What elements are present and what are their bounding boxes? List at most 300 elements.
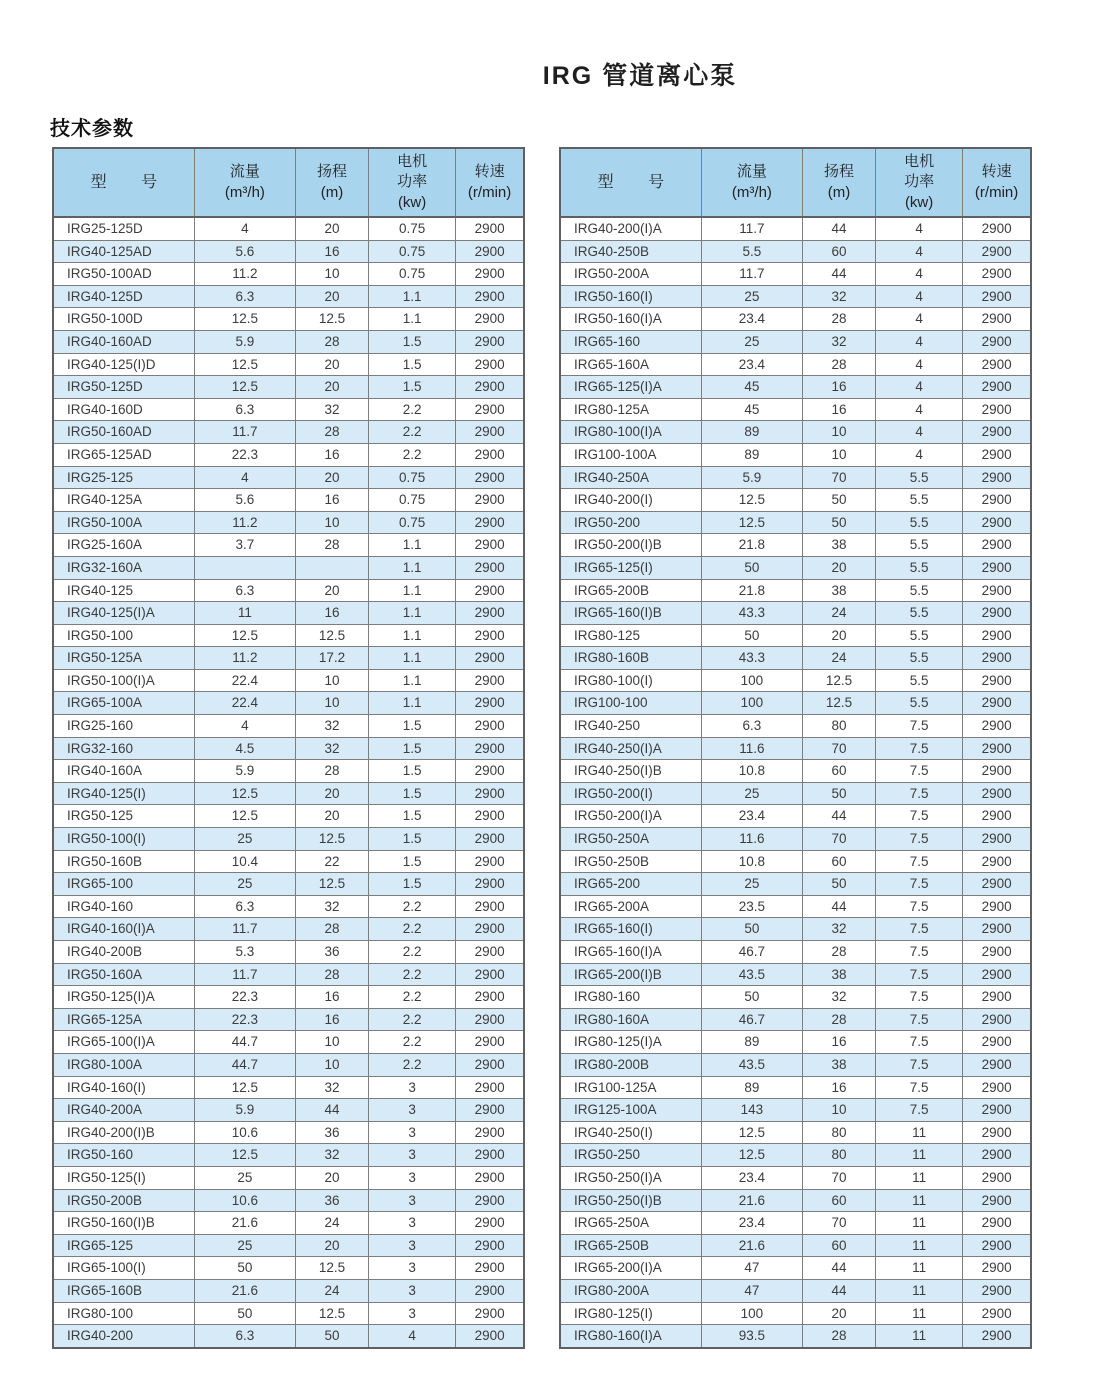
table-row bbox=[53, 579, 524, 602]
value-cell: 2900 bbox=[456, 1008, 524, 1031]
model-cell: IRG25-160A bbox=[53, 534, 194, 557]
value-cell: 2900 bbox=[963, 1234, 1031, 1257]
value-cell: 2900 bbox=[963, 285, 1031, 308]
value-cell: 11 bbox=[876, 1279, 963, 1302]
value-cell: 16 bbox=[803, 1076, 876, 1099]
value-cell: 2.2 bbox=[369, 986, 456, 1009]
value-cell: 70 bbox=[803, 1166, 876, 1189]
value-cell: 25 bbox=[194, 873, 295, 896]
model-cell: IRG40-125 bbox=[53, 579, 194, 602]
value-cell: 10.6 bbox=[194, 1121, 295, 1144]
value-cell: 7.5 bbox=[876, 1008, 963, 1031]
table-row bbox=[560, 466, 1031, 489]
model-cell: IRG65-160 bbox=[560, 330, 701, 353]
value-cell: 2900 bbox=[963, 602, 1031, 625]
value-cell: 80 bbox=[803, 715, 876, 738]
value-cell: 2900 bbox=[456, 782, 524, 805]
value-cell: 0.75 bbox=[369, 466, 456, 489]
value-cell: 50 bbox=[803, 489, 876, 512]
value-cell: 2900 bbox=[456, 1031, 524, 1054]
value-cell: 23.5 bbox=[701, 895, 802, 918]
value-cell: 3 bbox=[369, 1279, 456, 1302]
value-cell: 2900 bbox=[456, 602, 524, 625]
model-cell: IRG50-160 bbox=[53, 1144, 194, 1167]
table-row bbox=[560, 263, 1031, 286]
value-cell: 1.1 bbox=[369, 602, 456, 625]
value-cell: 2900 bbox=[456, 805, 524, 828]
model-cell: IRG80-200B bbox=[560, 1053, 701, 1076]
value-cell: 2900 bbox=[963, 624, 1031, 647]
table-row bbox=[53, 353, 524, 376]
value-cell: 2900 bbox=[456, 828, 524, 851]
table-row bbox=[560, 1121, 1031, 1144]
model-cell: IRG50-125(I) bbox=[53, 1166, 194, 1189]
value-cell: 1.1 bbox=[369, 624, 456, 647]
value-cell: 2900 bbox=[456, 850, 524, 873]
value-cell: 100 bbox=[701, 1302, 802, 1325]
value-cell: 12.5 bbox=[701, 1144, 802, 1167]
value-cell: 11 bbox=[876, 1166, 963, 1189]
value-cell: 50 bbox=[701, 986, 802, 1009]
table-row bbox=[560, 715, 1031, 738]
value-cell: 11.7 bbox=[194, 918, 295, 941]
model-cell: IRG32-160A bbox=[53, 556, 194, 579]
value-cell: 10.6 bbox=[194, 1189, 295, 1212]
value-cell: 2900 bbox=[963, 850, 1031, 873]
table-row bbox=[53, 941, 524, 964]
value-cell: 11 bbox=[876, 1234, 963, 1257]
model-cell: IRG50-160A bbox=[53, 963, 194, 986]
value-cell: 45 bbox=[701, 398, 802, 421]
value-cell: 3 bbox=[369, 1212, 456, 1235]
value-cell: 2900 bbox=[963, 1257, 1031, 1280]
column-header-power bbox=[876, 148, 963, 217]
value-cell: 12.5 bbox=[803, 669, 876, 692]
value-cell: 2900 bbox=[963, 941, 1031, 964]
table-row bbox=[560, 489, 1031, 512]
value-cell: 93.5 bbox=[701, 1325, 802, 1348]
value-cell: 2.2 bbox=[369, 895, 456, 918]
table-row bbox=[560, 534, 1031, 557]
value-cell: 2900 bbox=[963, 376, 1031, 399]
value-cell: 32 bbox=[296, 715, 369, 738]
value-cell: 2900 bbox=[456, 647, 524, 670]
value-cell: 28 bbox=[296, 534, 369, 557]
model-cell: IRG50-250(I)A bbox=[560, 1166, 701, 1189]
table-row bbox=[53, 534, 524, 557]
value-cell: 4 bbox=[194, 715, 295, 738]
value-cell: 2900 bbox=[456, 398, 524, 421]
model-cell: IRG80-125(I)A bbox=[560, 1031, 701, 1054]
value-cell: 25 bbox=[701, 330, 802, 353]
value-cell: 12.5 bbox=[194, 782, 295, 805]
value-cell: 5.6 bbox=[194, 240, 295, 263]
value-cell: 23.4 bbox=[701, 308, 802, 331]
value-cell: 3 bbox=[369, 1166, 456, 1189]
model-cell: IRG25-125D bbox=[53, 217, 194, 240]
value-cell: 4 bbox=[876, 240, 963, 263]
value-cell: 70 bbox=[803, 1212, 876, 1235]
value-cell: 6.3 bbox=[194, 285, 295, 308]
value-cell: 60 bbox=[803, 760, 876, 783]
value-cell: 22 bbox=[296, 850, 369, 873]
value-cell: 3 bbox=[369, 1076, 456, 1099]
model-cell: IRG65-160A bbox=[560, 353, 701, 376]
value-cell: 2900 bbox=[963, 263, 1031, 286]
value-cell: 1.1 bbox=[369, 647, 456, 670]
value-cell: 4 bbox=[876, 353, 963, 376]
value-cell: 2900 bbox=[456, 466, 524, 489]
value-cell: 1.1 bbox=[369, 669, 456, 692]
value-cell: 7.5 bbox=[876, 1099, 963, 1122]
value-cell: 20 bbox=[296, 782, 369, 805]
value-cell: 2900 bbox=[456, 873, 524, 896]
model-cell: IRG40-200(I) bbox=[560, 489, 701, 512]
value-cell: 5.5 bbox=[876, 556, 963, 579]
model-cell: IRG50-200(I)B bbox=[560, 534, 701, 557]
value-cell: 2900 bbox=[456, 1053, 524, 1076]
value-cell: 2900 bbox=[456, 1076, 524, 1099]
table-row bbox=[53, 647, 524, 670]
model-cell: IRG65-125(I)A bbox=[560, 376, 701, 399]
table-body bbox=[560, 217, 1031, 1348]
value-cell: 50 bbox=[803, 511, 876, 534]
table-row bbox=[53, 1076, 524, 1099]
model-cell: IRG50-250A bbox=[560, 828, 701, 851]
value-cell: 4 bbox=[876, 376, 963, 399]
value-cell: 2900 bbox=[456, 217, 524, 240]
table-row bbox=[560, 918, 1031, 941]
model-cell: IRG50-125D bbox=[53, 376, 194, 399]
header-label-line: 转速 bbox=[981, 163, 1012, 181]
value-cell: 5.9 bbox=[194, 330, 295, 353]
value-cell: 2900 bbox=[456, 669, 524, 692]
value-cell: 2900 bbox=[963, 1008, 1031, 1031]
value-cell: 89 bbox=[701, 1076, 802, 1099]
table-row bbox=[53, 217, 524, 240]
model-cell: IRG40-250(I)B bbox=[560, 760, 701, 783]
model-cell: IRG50-160(I) bbox=[560, 285, 701, 308]
value-cell: 2900 bbox=[456, 421, 524, 444]
value-cell: 38 bbox=[803, 1053, 876, 1076]
model-cell: IRG50-100(I)A bbox=[53, 669, 194, 692]
value-cell: 7.5 bbox=[876, 986, 963, 1009]
value-cell: 12.5 bbox=[701, 489, 802, 512]
model-cell: IRG25-160 bbox=[53, 715, 194, 738]
value-cell: 5.5 bbox=[701, 240, 802, 263]
table-row bbox=[53, 963, 524, 986]
column-header-head bbox=[803, 148, 876, 217]
value-cell: 60 bbox=[803, 1189, 876, 1212]
value-cell: 2900 bbox=[456, 624, 524, 647]
value-cell: 2900 bbox=[456, 1257, 524, 1280]
value-cell: 21.6 bbox=[194, 1212, 295, 1235]
value-cell: 22.3 bbox=[194, 1008, 295, 1031]
value-cell: 43.5 bbox=[701, 1053, 802, 1076]
table-row bbox=[53, 1234, 524, 1257]
value-cell: 2900 bbox=[963, 330, 1031, 353]
model-cell: IRG40-250 bbox=[560, 715, 701, 738]
model-cell: IRG65-200(I)B bbox=[560, 963, 701, 986]
value-cell: 7.5 bbox=[876, 963, 963, 986]
model-cell: IRG65-125AD bbox=[53, 443, 194, 466]
table-row bbox=[53, 240, 524, 263]
section-heading: 技术参数 bbox=[50, 118, 134, 140]
table-row bbox=[53, 1325, 524, 1348]
value-cell: 2900 bbox=[963, 443, 1031, 466]
table-row bbox=[53, 805, 524, 828]
table-row bbox=[560, 1008, 1031, 1031]
value-cell: 12.5 bbox=[701, 1121, 802, 1144]
value-cell: 32 bbox=[803, 986, 876, 1009]
model-cell: IRG40-160A bbox=[53, 760, 194, 783]
value-cell: 2900 bbox=[963, 398, 1031, 421]
table-row bbox=[560, 421, 1031, 444]
table-row bbox=[53, 511, 524, 534]
value-cell: 16 bbox=[803, 376, 876, 399]
model-cell: IRG125-100A bbox=[560, 1099, 701, 1122]
value-cell: 5.5 bbox=[876, 534, 963, 557]
table-row bbox=[560, 330, 1031, 353]
value-cell: 36 bbox=[296, 941, 369, 964]
value-cell: 2900 bbox=[963, 1144, 1031, 1167]
value-cell: 60 bbox=[803, 1234, 876, 1257]
model-cell: IRG40-125A bbox=[53, 489, 194, 512]
value-cell: 2900 bbox=[963, 647, 1031, 670]
table-row bbox=[560, 1234, 1031, 1257]
value-cell: 7.5 bbox=[876, 873, 963, 896]
value-cell: 4 bbox=[194, 217, 295, 240]
model-cell: IRG50-200(I)A bbox=[560, 805, 701, 828]
table-row bbox=[53, 895, 524, 918]
value-cell: 1.1 bbox=[369, 556, 456, 579]
value-cell: 16 bbox=[296, 443, 369, 466]
table-row bbox=[560, 873, 1031, 896]
table-row bbox=[560, 1144, 1031, 1167]
table-row bbox=[560, 1257, 1031, 1280]
model-cell: IRG40-160AD bbox=[53, 330, 194, 353]
model-cell: IRG40-250(I)A bbox=[560, 737, 701, 760]
model-cell: IRG40-200B bbox=[53, 941, 194, 964]
value-cell: 2900 bbox=[456, 511, 524, 534]
table-row bbox=[560, 1031, 1031, 1054]
table-row bbox=[53, 692, 524, 715]
model-cell: IRG40-160 bbox=[53, 895, 194, 918]
value-cell: 24 bbox=[803, 647, 876, 670]
value-cell bbox=[296, 556, 369, 579]
value-cell: 5.3 bbox=[194, 941, 295, 964]
value-cell: 2900 bbox=[456, 737, 524, 760]
model-cell: IRG80-100A bbox=[53, 1053, 194, 1076]
value-cell: 12.5 bbox=[194, 805, 295, 828]
table-row bbox=[53, 1212, 524, 1235]
table-row bbox=[53, 828, 524, 851]
value-cell: 7.5 bbox=[876, 737, 963, 760]
value-cell: 2900 bbox=[963, 986, 1031, 1009]
value-cell: 2900 bbox=[963, 1189, 1031, 1212]
value-cell: 4.5 bbox=[194, 737, 295, 760]
value-cell: 20 bbox=[803, 556, 876, 579]
table-row bbox=[560, 760, 1031, 783]
value-cell: 16 bbox=[296, 602, 369, 625]
value-cell: 10.4 bbox=[194, 850, 295, 873]
value-cell: 10 bbox=[296, 263, 369, 286]
header-label-line: 流量 bbox=[736, 163, 767, 181]
model-cell: IRG40-125(I)A bbox=[53, 602, 194, 625]
value-cell: 20 bbox=[296, 217, 369, 240]
value-cell: 12.5 bbox=[296, 1302, 369, 1325]
table-row bbox=[53, 285, 524, 308]
value-cell: 32 bbox=[296, 895, 369, 918]
model-cell: IRG65-160(I)A bbox=[560, 941, 701, 964]
value-cell: 2.2 bbox=[369, 1053, 456, 1076]
model-cell: IRG50-160B bbox=[53, 850, 194, 873]
table-row bbox=[53, 782, 524, 805]
value-cell: 2.2 bbox=[369, 1031, 456, 1054]
value-cell: 43.3 bbox=[701, 602, 802, 625]
value-cell: 2900 bbox=[963, 669, 1031, 692]
value-cell: 2900 bbox=[963, 918, 1031, 941]
value-cell: 44 bbox=[803, 805, 876, 828]
value-cell: 16 bbox=[296, 489, 369, 512]
value-cell: 28 bbox=[296, 963, 369, 986]
value-cell: 2900 bbox=[963, 692, 1031, 715]
value-cell: 44 bbox=[803, 895, 876, 918]
model-cell: IRG40-200(I)A bbox=[560, 217, 701, 240]
model-cell: IRG65-100 bbox=[53, 873, 194, 896]
table-row bbox=[53, 1302, 524, 1325]
value-cell: 5.6 bbox=[194, 489, 295, 512]
model-cell: IRG50-160AD bbox=[53, 421, 194, 444]
value-cell: 3 bbox=[369, 1234, 456, 1257]
table-row bbox=[53, 602, 524, 625]
value-cell: 32 bbox=[296, 1076, 369, 1099]
value-cell: 2900 bbox=[963, 1031, 1031, 1054]
value-cell: 20 bbox=[296, 805, 369, 828]
value-cell: 5.5 bbox=[876, 511, 963, 534]
model-cell: IRG65-100A bbox=[53, 692, 194, 715]
value-cell: 22.3 bbox=[194, 986, 295, 1009]
value-cell: 20 bbox=[296, 353, 369, 376]
value-cell: 50 bbox=[701, 624, 802, 647]
value-cell: 10 bbox=[803, 421, 876, 444]
model-cell: IRG50-125 bbox=[53, 805, 194, 828]
value-cell: 12.5 bbox=[194, 353, 295, 376]
value-cell: 25 bbox=[701, 782, 802, 805]
value-cell: 11 bbox=[876, 1189, 963, 1212]
table-row bbox=[53, 624, 524, 647]
value-cell: 7.5 bbox=[876, 782, 963, 805]
value-cell: 89 bbox=[701, 443, 802, 466]
header-label-line: (m³/h) bbox=[731, 183, 772, 201]
value-cell: 12.5 bbox=[701, 511, 802, 534]
value-cell: 100 bbox=[701, 669, 802, 692]
model-cell: IRG50-250B bbox=[560, 850, 701, 873]
value-cell: 28 bbox=[803, 1325, 876, 1348]
value-cell: 50 bbox=[803, 873, 876, 896]
model-cell: IRG100-125A bbox=[560, 1076, 701, 1099]
value-cell: 50 bbox=[701, 918, 802, 941]
column-header-head bbox=[296, 148, 369, 217]
value-cell: 21.8 bbox=[701, 534, 802, 557]
table-row bbox=[560, 443, 1031, 466]
model-cell: IRG50-125A bbox=[53, 647, 194, 670]
value-cell: 25 bbox=[701, 285, 802, 308]
value-cell: 44.7 bbox=[194, 1031, 295, 1054]
value-cell: 1.5 bbox=[369, 873, 456, 896]
value-cell: 10 bbox=[296, 511, 369, 534]
value-cell: 2900 bbox=[456, 353, 524, 376]
model-cell: IRG80-160A bbox=[560, 1008, 701, 1031]
value-cell: 2.2 bbox=[369, 918, 456, 941]
value-cell: 24 bbox=[803, 602, 876, 625]
value-cell: 44.7 bbox=[194, 1053, 295, 1076]
table-row bbox=[53, 263, 524, 286]
value-cell: 16 bbox=[803, 1031, 876, 1054]
value-cell: 2900 bbox=[963, 217, 1031, 240]
table-row bbox=[53, 466, 524, 489]
value-cell: 23.4 bbox=[701, 353, 802, 376]
value-cell: 32 bbox=[296, 1144, 369, 1167]
table-row bbox=[53, 715, 524, 738]
value-cell: 5.9 bbox=[194, 760, 295, 783]
value-cell: 2900 bbox=[456, 534, 524, 557]
table-row bbox=[560, 556, 1031, 579]
value-cell: 3 bbox=[369, 1099, 456, 1122]
table-row bbox=[560, 986, 1031, 1009]
value-cell: 6.3 bbox=[194, 579, 295, 602]
table-row bbox=[560, 240, 1031, 263]
value-cell: 5.5 bbox=[876, 466, 963, 489]
value-cell: 1.5 bbox=[369, 805, 456, 828]
header-row bbox=[560, 148, 1031, 217]
value-cell: 2900 bbox=[456, 376, 524, 399]
model-cell: IRG40-160(I)A bbox=[53, 918, 194, 941]
value-cell: 2900 bbox=[456, 1189, 524, 1212]
model-cell: IRG50-200 bbox=[560, 511, 701, 534]
value-cell: 7.5 bbox=[876, 850, 963, 873]
value-cell: 70 bbox=[803, 828, 876, 851]
value-cell: 2900 bbox=[963, 782, 1031, 805]
value-cell: 50 bbox=[194, 1302, 295, 1325]
value-cell: 2900 bbox=[456, 895, 524, 918]
model-cell: IRG80-125A bbox=[560, 398, 701, 421]
value-cell: 1.5 bbox=[369, 737, 456, 760]
model-cell: IRG65-250A bbox=[560, 1212, 701, 1235]
table-row bbox=[53, 1257, 524, 1280]
value-cell: 4 bbox=[369, 1325, 456, 1348]
value-cell: 4 bbox=[876, 263, 963, 286]
value-cell: 7.5 bbox=[876, 1076, 963, 1099]
model-cell: IRG100-100A bbox=[560, 443, 701, 466]
value-cell: 44 bbox=[803, 1257, 876, 1280]
value-cell: 1.5 bbox=[369, 782, 456, 805]
value-cell: 25 bbox=[194, 1166, 295, 1189]
value-cell: 16 bbox=[803, 398, 876, 421]
table-row bbox=[53, 1031, 524, 1054]
value-cell: 2900 bbox=[963, 737, 1031, 760]
value-cell: 47 bbox=[701, 1279, 802, 1302]
value-cell: 7.5 bbox=[876, 895, 963, 918]
value-cell: 2900 bbox=[963, 534, 1031, 557]
value-cell: 2900 bbox=[456, 489, 524, 512]
value-cell: 7.5 bbox=[876, 715, 963, 738]
value-cell: 12.5 bbox=[296, 624, 369, 647]
value-cell: 7.5 bbox=[876, 828, 963, 851]
value-cell: 7.5 bbox=[876, 941, 963, 964]
column-header-flow bbox=[194, 148, 295, 217]
table-row bbox=[560, 624, 1031, 647]
